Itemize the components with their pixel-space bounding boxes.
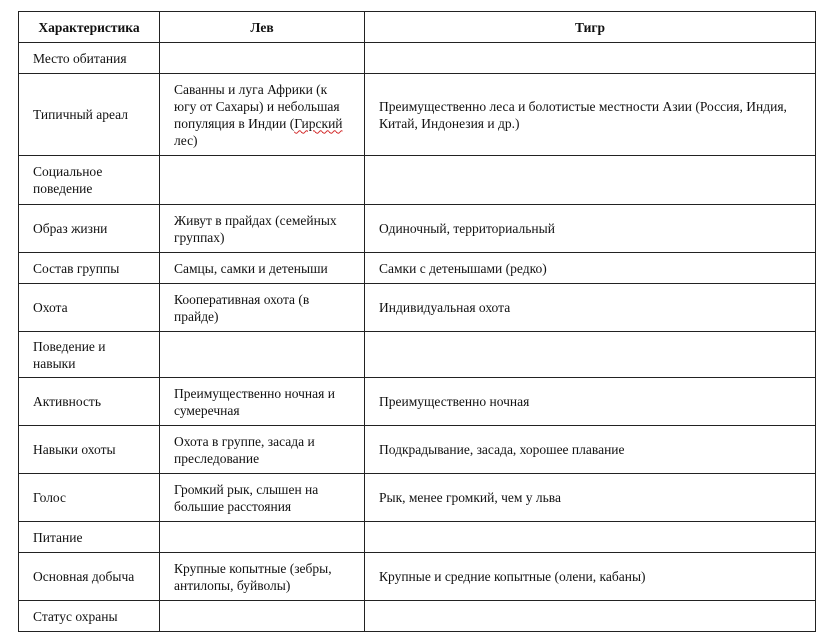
tiger-cell: Преимущественно леса и болотистые местности Азии (Россия, Индия, Китай, Индонезия и др.) [365,74,816,156]
section-label: Социальное поведение [19,156,160,205]
section-row [19,156,816,205]
table-row [19,284,816,332]
lion-text-end: лес) [174,132,198,148]
tiger-cell: Одиночный, территориальный [365,205,816,253]
table-row [19,553,816,601]
spellcheck-flagged-word: Гирский [294,115,343,131]
empty-cell [365,43,816,74]
lion-cell: Самцы, самки и детеныши [160,253,365,284]
comparison-table [18,11,816,632]
empty-cell [160,43,365,74]
lion-cell: Охота в группе, засада и преследование [160,426,365,474]
lion-cell: Живут в прайдах (семейных группах) [160,205,365,253]
section-label: Питание [19,522,160,553]
empty-cell [160,156,365,205]
table-row [19,474,816,522]
tiger-cell: Рык, менее громкий, чем у льва [365,474,816,522]
section-row [19,522,816,553]
section-label: Статус охраны [19,601,160,632]
tiger-cell: Преимущественно ночная [365,378,816,426]
row-label: Навыки охоты [19,426,160,474]
empty-cell [365,156,816,205]
table-row [19,205,816,253]
row-label: Голос [19,474,160,522]
section-label: Поведение и навыки [19,332,160,378]
empty-cell [365,601,816,632]
row-label: Охота [19,284,160,332]
lion-cell: Громкий рык, слышен на большие расстояния [160,474,365,522]
row-label: Активность [19,378,160,426]
empty-cell [365,522,816,553]
table-row [19,253,816,284]
row-label: Типичный ареал [19,74,160,156]
section-row [19,332,816,378]
lion-cell: Преимущественно ночная и сумеречная [160,378,365,426]
lion-cell [160,74,365,156]
lion-text: Саванны и луга Африки (к югу от Сахары) и небольшая популяция в Индии ( [174,81,340,131]
section-label: Место обитания [19,43,160,74]
tiger-cell: Подкрадывание, засада, хорошее плавание [365,426,816,474]
table-row [19,426,816,474]
empty-cell [160,332,365,378]
section-row [19,601,816,632]
lion-cell: Кооперативная охота (в прайде) [160,284,365,332]
lion-cell: Крупные копытные (зебры, антилопы, буйволы) [160,553,365,601]
row-label: Образ жизни [19,205,160,253]
row-label: Состав группы [19,253,160,284]
row-label: Основная добыча [19,553,160,601]
header-lion: Лев [160,12,365,43]
empty-cell [365,332,816,378]
table-row [19,378,816,426]
tiger-cell: Индивидуальная охота [365,284,816,332]
tiger-cell: Самки с детенышами (редко) [365,253,816,284]
tiger-cell: Крупные и средние копытные (олени, кабаны) [365,553,816,601]
header-tiger: Тигр [365,12,816,43]
empty-cell [160,522,365,553]
table-row [19,74,816,156]
header-characteristic: Характеристика [19,12,160,43]
section-row [19,43,816,74]
empty-cell [160,601,365,632]
header-row [19,12,816,43]
